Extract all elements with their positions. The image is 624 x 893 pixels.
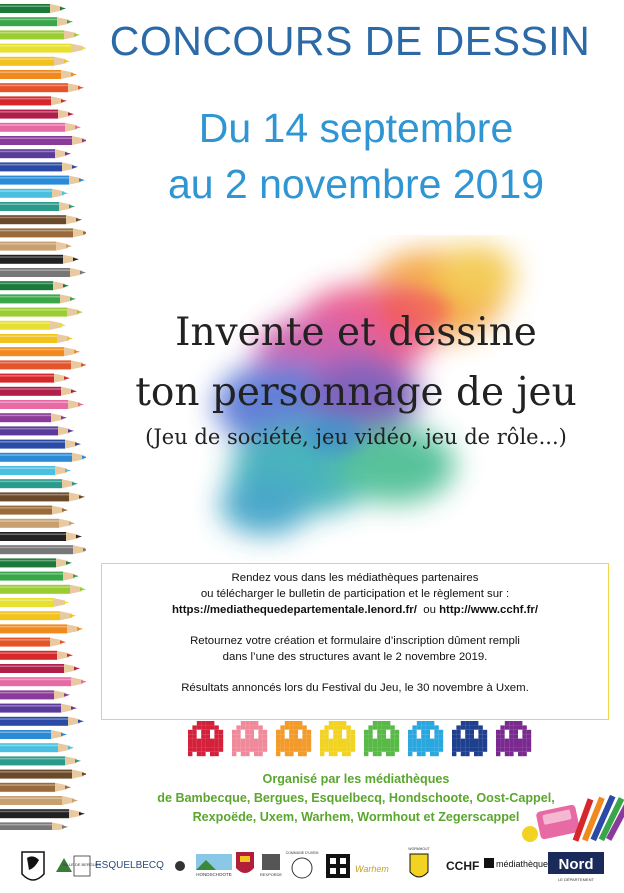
pencil (0, 136, 86, 145)
esquelbecq-logo-text: ESQUELBECQ (95, 860, 164, 871)
pencil (0, 44, 86, 53)
pencil (0, 756, 81, 765)
pencil (0, 809, 85, 818)
pixel-ghost (320, 721, 355, 756)
pencil (0, 308, 83, 317)
pencil (0, 189, 68, 198)
pixel-ghost (232, 721, 267, 756)
pencil (0, 294, 76, 303)
hondschoote-logo (196, 854, 232, 877)
pencil (0, 162, 78, 171)
uxem-logo (286, 851, 319, 878)
pencil (0, 506, 68, 515)
headline-line-2: ton personnage de jeu (135, 370, 577, 415)
pencil (0, 255, 79, 264)
esquelbecq-logo (95, 860, 185, 871)
pencil (0, 321, 66, 330)
cchf-logo (446, 859, 479, 873)
pencil (0, 611, 76, 620)
dates-line-2: au 2 novembre 2019 (167, 161, 545, 207)
nord-logo-subtext: LE DÉPARTEMENT (558, 877, 594, 882)
wormhout-logo-text: WORMHOUT (408, 847, 430, 851)
art-supplies-illustration (510, 790, 624, 845)
pencil (0, 479, 78, 488)
pencil (0, 572, 79, 581)
pencil (0, 598, 69, 607)
pencil (0, 360, 86, 369)
info-links (101, 602, 609, 618)
pencil (0, 426, 74, 435)
lion-crest-logo (22, 852, 44, 880)
pencil (0, 57, 70, 66)
pencil (0, 228, 86, 237)
rexpoede-logo (260, 854, 283, 877)
pencil (0, 730, 67, 739)
dates-line-1: Du 14 septembre (198, 105, 514, 151)
link-cchf[interactable]: http://www.cchf.fr/ (439, 604, 539, 616)
pencil (0, 624, 83, 633)
headline (88, 303, 624, 423)
pencil (0, 387, 77, 396)
coat-of-arms-logo (236, 852, 254, 873)
game-types-subline: (Jeu de société, jeu vidéo, jeu de rôle...) (145, 425, 567, 449)
pencil (0, 664, 80, 673)
uxem-logo-text: COMMUNE D'UXEM (285, 851, 319, 855)
pencil (0, 347, 80, 356)
bergues-logo-text: VILLE DE BERGUES (62, 862, 102, 867)
info-p2-line1: Retournez votre création et formulaire d’inscription dûment rempli (190, 635, 520, 647)
pencil (0, 281, 69, 290)
info-p3: Résultats annoncés lors du Festival du Jeu, le 30 novembre à Uxem. (181, 682, 529, 694)
pencil (0, 690, 70, 699)
pencil (0, 677, 86, 686)
pencil (0, 176, 85, 185)
pencil (0, 440, 81, 449)
pencil (0, 123, 81, 132)
pencil (0, 70, 77, 79)
pencil (0, 585, 86, 594)
pencil (0, 4, 66, 13)
warhem-logo (326, 854, 389, 878)
headline-line-1: Invente et dessine (175, 310, 537, 355)
pencil (0, 110, 74, 119)
contest-dates (88, 100, 624, 212)
pencil (0, 453, 86, 462)
info-p1-line1: Rendez vous dans les médiathèques partenaires (231, 572, 479, 584)
pencil (0, 30, 80, 39)
info-p2-line2: dans l’une des structures avant le 2 novembre 2019. (222, 651, 488, 663)
mediatheque-logo (484, 858, 548, 869)
rexpoede-logo-text: REXPOËDE (259, 872, 283, 877)
pixel-ghost (188, 721, 223, 756)
pencil (0, 822, 68, 830)
pencil (0, 17, 73, 26)
wormhout-logo (408, 847, 430, 877)
pencil (0, 558, 72, 567)
pencil (0, 796, 78, 805)
colored-pencils-illustration (0, 0, 86, 830)
cchf-logo-text: CCHF (446, 859, 480, 873)
pencil (0, 400, 84, 409)
organizers-line-3: Rexpoëde, Uxem, Warhem, Wormhout et Zegerscappel (192, 810, 520, 824)
pencil (0, 638, 66, 647)
pencil (0, 743, 74, 752)
partner-logos-row (0, 846, 624, 893)
nord-department-logo (548, 852, 604, 882)
pencil (0, 242, 72, 251)
pencil (0, 704, 77, 713)
nord-logo-text: Nord (558, 856, 594, 873)
pencil (0, 519, 75, 528)
pencil (0, 770, 86, 779)
pencil (0, 651, 73, 660)
pencil (0, 783, 71, 792)
pencil (0, 83, 84, 92)
pencil (0, 149, 71, 158)
pixel-ghost (452, 721, 487, 756)
pixel-ghost (276, 721, 311, 756)
pencil (0, 413, 67, 422)
pencil (0, 96, 67, 105)
pencil (0, 215, 82, 224)
pencil (0, 492, 85, 501)
info-p1-line2: ou télécharger le bulletin de participation et le règlement sur : (200, 588, 510, 600)
info-text (101, 570, 609, 696)
pencil (0, 334, 73, 343)
organizers-line-1: Organisé par les médiathèques (262, 772, 450, 786)
pencil (0, 545, 86, 554)
pencil (0, 717, 84, 726)
pencil (0, 202, 75, 211)
link-mediatheque[interactable]: https://mediathequedepartementale.lenord.fr/ (171, 604, 417, 616)
pencil (0, 374, 70, 383)
link-separator: ou (416, 604, 440, 616)
pencil (0, 466, 71, 475)
pixel-ghost (364, 721, 399, 756)
mediatheque-logo-text: médiathèque (496, 859, 549, 869)
pixel-ghost (408, 721, 443, 756)
warhem-logo-text: Warhem (355, 864, 389, 874)
organizers-line-2: de Bambecque, Bergues, Esquelbecq, Hondschoote, Oost-Cappel, (157, 791, 555, 805)
pencil (0, 268, 86, 277)
hondschoote-logo-text: HONDSCHOOTE (196, 872, 232, 877)
pixel-ghosts-row (186, 719, 536, 759)
poster-title: CONCOURS DE DESSIN (109, 18, 591, 64)
pencil (0, 532, 82, 541)
pixel-ghost (496, 721, 531, 756)
